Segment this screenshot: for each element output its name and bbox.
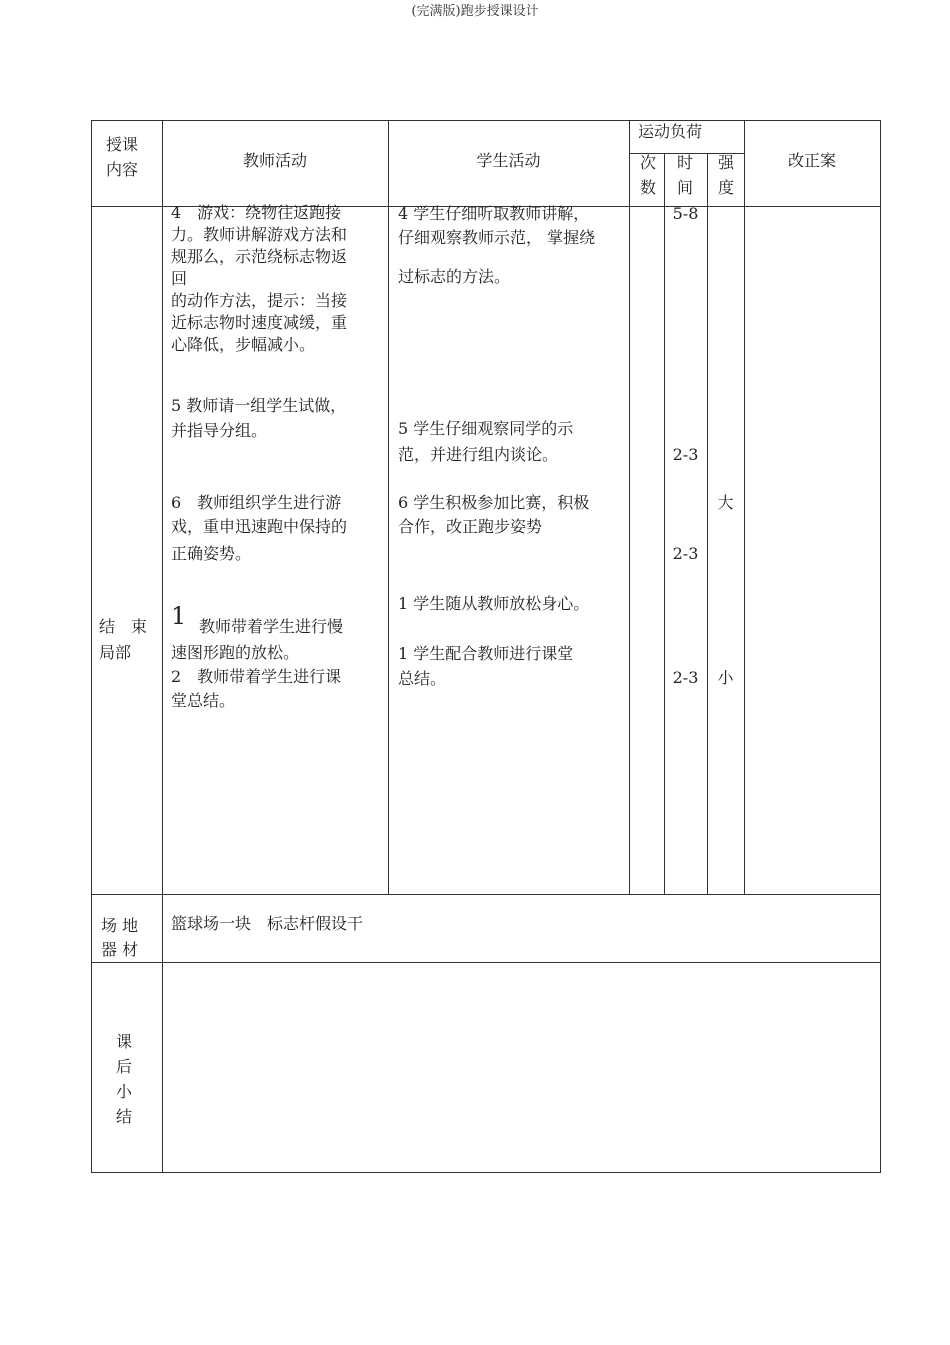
header-exercise-load: 运动负荷 <box>638 122 703 141</box>
teacher-item-5: 5 教师请一组学生试做， 并指导分组。 <box>171 396 347 440</box>
duration-value: 5-8 <box>672 204 699 223</box>
student-item-6: 6 学生积极参加比赛，积极 合作，改正跑步姿势 <box>398 493 590 536</box>
table-border-bottom <box>91 1172 881 1173</box>
teacher-item-4: 4 游戏：绕物往返跑接 力。教师讲解游戏方法和 规那么，示范绕标志物返 回 的动作方法，提示：当接 近标志物时速度减缓，重 心降低，步幅减小。 <box>171 203 348 354</box>
document-header: (完满版)跑步授课设计 <box>411 4 539 19</box>
teacher-end-item-1: 教师带着学生进行慢 <box>183 617 344 636</box>
header-revision: 改正案 <box>787 151 836 170</box>
summary-label: 课 后 小 结 <box>116 1032 133 1126</box>
intensity-value: 大 <box>717 493 734 512</box>
header-student-activity: 学生活动 <box>476 151 541 170</box>
intensity-value: 小 <box>717 668 734 687</box>
duration-value: 2-3 <box>672 544 699 563</box>
student-end-item-1: 1 学生随从教师放松身心。 <box>398 594 590 613</box>
section-label-end: 结 束 局部 <box>99 617 148 662</box>
table-border-right <box>880 120 881 1172</box>
col-divider-student <box>629 120 630 894</box>
teacher-item-6-cont: 正确姿势。 <box>171 544 252 563</box>
student-item-4-cont: 过标志的方法。 <box>398 267 511 286</box>
teacher-end-item-1-number: 1 <box>171 602 187 630</box>
col-divider-intensity <box>744 120 745 894</box>
duration-value: 2-3 <box>672 668 699 687</box>
header-teacher-activity: 教师活动 <box>242 151 307 170</box>
teacher-item-6: 6 教师组织学生进行游 戏，重申迅速跑中保持的 <box>171 493 348 536</box>
header-duration: 时 间 <box>677 153 694 197</box>
student-item-5: 5 学生仔细观察同学的示 范，并进行组内谈论。 <box>398 419 574 464</box>
header-times: 次 数 <box>640 153 657 197</box>
header-content: 授课 内容 <box>106 135 139 179</box>
col-divider-content <box>162 120 163 1172</box>
col-divider-times <box>664 153 665 894</box>
venue-label: 场 地 器 材 <box>101 916 139 959</box>
col-divider-teacher <box>388 120 389 894</box>
duration-value: 2-3 <box>672 445 699 464</box>
table-border-left <box>91 120 92 1172</box>
teacher-end-item-2: 速图形跑的放松。 2 教师带着学生进行课 堂总结。 <box>171 643 342 710</box>
student-end-item-2: 1 学生配合教师进行课堂 总结。 <box>398 644 574 688</box>
body-row-bottom <box>91 894 881 895</box>
table-border-top <box>91 120 881 121</box>
venue-value: 篮球场一块 标志杆假设干 <box>171 914 364 933</box>
header-intensity: 强 度 <box>718 153 735 197</box>
col-divider-duration <box>707 153 708 894</box>
student-item-4: 4 学生仔细听取教师讲解， 仔细观察教师示范， 掌握绕 <box>398 204 596 247</box>
venue-row-bottom <box>91 962 881 963</box>
